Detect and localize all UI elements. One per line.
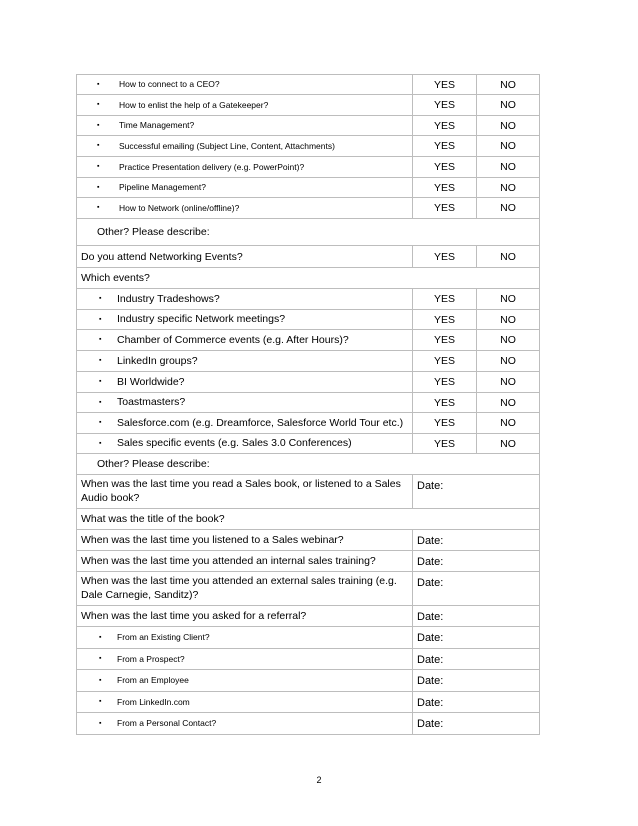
bullet-icon: ▪ — [99, 719, 102, 727]
yes-option[interactable]: YES — [413, 198, 477, 219]
bullet-icon: ▪ — [99, 295, 102, 303]
bullet-icon: ▪ — [97, 80, 100, 88]
yes-option[interactable]: YES — [413, 372, 477, 393]
no-option[interactable]: NO — [477, 289, 540, 310]
table-row — [77, 551, 540, 572]
list-item: ▪ Industry Tradeshows? — [77, 289, 413, 310]
bullet-icon: ▪ — [99, 336, 102, 344]
yes-option[interactable]: YES — [413, 157, 477, 178]
no-option[interactable]: NO — [477, 351, 540, 372]
table-row — [77, 116, 540, 136]
table-row — [77, 351, 540, 372]
book-title-field[interactable]: What was the title of the book? — [77, 509, 540, 530]
book-question: When was the last time you read a Sales book, or listened to a Sales Audio book? — [77, 475, 413, 509]
yes-option[interactable]: YES — [413, 178, 477, 198]
bullet-icon: ▪ — [97, 204, 100, 212]
table-row — [77, 310, 540, 330]
table-row — [77, 649, 540, 670]
date-field[interactable]: Date: — [413, 649, 540, 670]
table-row — [77, 219, 540, 246]
yes-option[interactable]: YES — [413, 136, 477, 157]
no-option[interactable]: NO — [477, 198, 540, 219]
no-option[interactable]: NO — [477, 393, 540, 413]
bullet-icon: ▪ — [99, 698, 102, 706]
other-describe-field[interactable]: Other? Please describe: — [77, 219, 540, 246]
table-row — [77, 178, 540, 198]
bullet-icon: ▪ — [97, 163, 100, 171]
referral-question: When was the last time you asked for a referral? — [77, 606, 413, 627]
networking-question: Do you attend Networking Events? — [77, 246, 413, 268]
internal-training-question: When was the last time you attended an internal sales training? — [77, 551, 413, 572]
list-item: ▪ How to connect to a CEO? — [77, 75, 413, 95]
questionnaire-table — [76, 74, 540, 735]
table-row — [77, 268, 540, 289]
no-option[interactable]: NO — [477, 157, 540, 178]
yes-option[interactable]: YES — [413, 116, 477, 136]
table-row — [77, 606, 540, 627]
yes-option[interactable]: YES — [413, 246, 477, 268]
list-item: ▪ From an Existing Client? — [77, 627, 413, 649]
list-item: ▪ Successful emailing (Subject Line, Content, Attachments) — [77, 136, 413, 157]
table-row — [77, 713, 540, 735]
yes-option[interactable]: YES — [413, 351, 477, 372]
list-item: ▪ How to enlist the help of a Gatekeeper? — [77, 95, 413, 116]
no-option[interactable]: NO — [477, 413, 540, 434]
date-field[interactable]: Date: — [413, 475, 540, 509]
yes-option[interactable]: YES — [413, 434, 477, 454]
no-option[interactable]: NO — [477, 75, 540, 95]
no-option[interactable]: NO — [477, 372, 540, 393]
list-item: ▪ Toastmasters? — [77, 393, 413, 413]
list-item: ▪ Salesforce.com (e.g. Dreamforce, Salesforce World Tour etc.) — [77, 413, 413, 434]
table-row — [77, 670, 540, 692]
which-events-label: Which events? — [77, 268, 540, 289]
no-option[interactable]: NO — [477, 434, 540, 454]
no-option[interactable]: NO — [477, 136, 540, 157]
bullet-icon: ▪ — [97, 121, 100, 129]
list-item: ▪ From an Employee — [77, 670, 413, 692]
bullet-icon: ▪ — [99, 655, 102, 663]
table-row — [77, 509, 540, 530]
table-row — [77, 572, 540, 606]
table-row — [77, 372, 540, 393]
date-field[interactable]: Date: — [413, 670, 540, 692]
no-option[interactable]: NO — [477, 330, 540, 351]
table-row — [77, 246, 540, 268]
list-item: ▪ BI Worldwide? — [77, 372, 413, 393]
list-item: ▪ Time Management? — [77, 116, 413, 136]
webinar-question: When was the last time you listened to a Sales webinar? — [77, 530, 413, 551]
bullet-icon: ▪ — [99, 633, 102, 641]
date-field[interactable]: Date: — [413, 530, 540, 551]
list-item: ▪ Sales specific events (e.g. Sales 3.0 Conferences) — [77, 434, 413, 454]
page-number: 2 — [316, 775, 322, 785]
bullet-icon: ▪ — [99, 398, 102, 406]
list-item: ▪ Chamber of Commerce events (e.g. After Hours)? — [77, 330, 413, 351]
other-describe-field[interactable]: Other? Please describe: — [77, 454, 540, 475]
list-item: ▪ Pipeline Management? — [77, 178, 413, 198]
external-training-question: When was the last time you attended an external sales training (e.g. Dale Carnegie, Sanditz)? — [77, 572, 413, 606]
bullet-icon: ▪ — [99, 439, 102, 447]
table-row — [77, 627, 540, 649]
list-item: ▪ LinkedIn groups? — [77, 351, 413, 372]
table-row — [77, 136, 540, 157]
yes-option[interactable]: YES — [413, 393, 477, 413]
bullet-icon: ▪ — [99, 676, 102, 684]
no-option[interactable]: NO — [477, 95, 540, 116]
table-row — [77, 475, 540, 509]
table-row — [77, 157, 540, 178]
list-item: ▪ From a Personal Contact? — [77, 713, 413, 735]
bullet-icon: ▪ — [99, 419, 102, 427]
date-field[interactable]: Date: — [413, 713, 540, 735]
table-row — [77, 289, 540, 310]
table-row — [77, 198, 540, 219]
bullet-icon: ▪ — [99, 378, 102, 386]
list-item: ▪ From LinkedIn.com — [77, 692, 413, 713]
table-row — [77, 692, 540, 713]
no-option[interactable]: NO — [477, 178, 540, 198]
list-item: ▪ From a Prospect? — [77, 649, 413, 670]
table-row — [77, 393, 540, 413]
table-row — [77, 530, 540, 551]
list-item: ▪ Practice Presentation delivery (e.g. PowerPoint)? — [77, 157, 413, 178]
bullet-icon: ▪ — [97, 142, 100, 150]
no-option[interactable]: NO — [477, 116, 540, 136]
yes-option[interactable]: YES — [413, 289, 477, 310]
table-row — [77, 95, 540, 116]
yes-option[interactable]: YES — [413, 330, 477, 351]
list-item: ▪ How to Network (online/offline)? — [77, 198, 413, 219]
table-row — [77, 75, 540, 95]
table-row — [77, 434, 540, 454]
bullet-icon: ▪ — [97, 183, 100, 191]
date-field[interactable]: Date: — [413, 606, 540, 627]
yes-option[interactable]: YES — [413, 413, 477, 434]
yes-option[interactable]: YES — [413, 75, 477, 95]
bullet-icon: ▪ — [99, 315, 102, 323]
no-option[interactable]: NO — [477, 310, 540, 330]
date-field[interactable]: Date: — [413, 572, 540, 606]
date-field[interactable]: Date: — [413, 692, 540, 713]
bullet-icon: ▪ — [97, 101, 100, 109]
date-field[interactable]: Date: — [413, 551, 540, 572]
table-row — [77, 413, 540, 434]
no-option[interactable]: NO — [477, 246, 540, 268]
yes-option[interactable]: YES — [413, 95, 477, 116]
date-field[interactable]: Date: — [413, 627, 540, 649]
table-row — [77, 454, 540, 475]
table-row — [77, 330, 540, 351]
list-item: ▪ Industry specific Network meetings? — [77, 310, 413, 330]
yes-option[interactable]: YES — [413, 310, 477, 330]
bullet-icon: ▪ — [99, 357, 102, 365]
